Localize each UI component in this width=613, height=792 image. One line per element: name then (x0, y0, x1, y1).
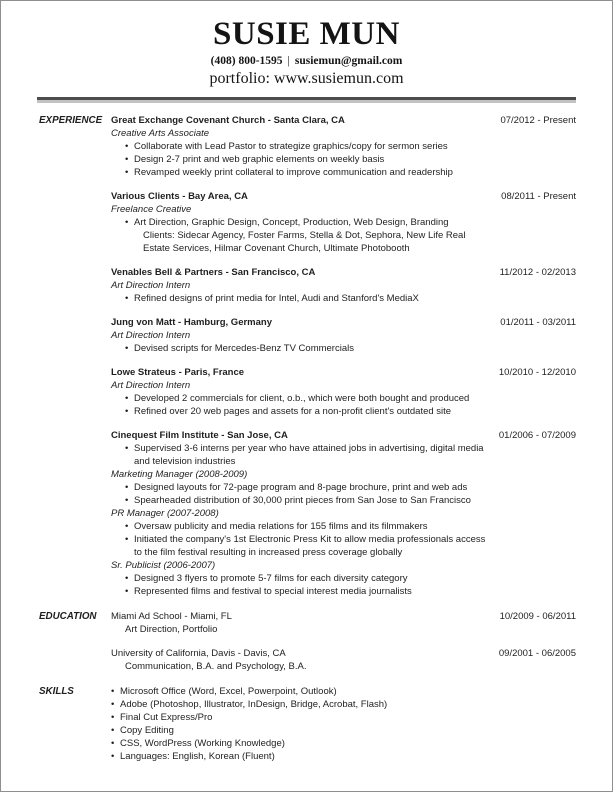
bullet-icon: • (111, 725, 115, 736)
entry-line-bullet (125, 585, 488, 598)
entry-line-bullet (125, 481, 488, 494)
bullet-icon: • (125, 521, 129, 532)
contact-line (1, 54, 612, 68)
bullet-icon: • (111, 751, 115, 762)
entry-line-detail: Communication, B.A. and Psychology, B.A. (125, 661, 307, 672)
bullet-icon: • (125, 443, 129, 454)
entry-main (111, 366, 492, 418)
entry-title: Various Clients - Bay Area, CA (111, 191, 248, 202)
entry-line-bullet (125, 520, 488, 533)
bullet-icon: • (125, 573, 129, 584)
entry-dates: 10/2010 - 12/2010 (498, 367, 576, 378)
bullet-icon: • (125, 393, 129, 404)
resume-entry (111, 647, 576, 673)
bullet-text: Final Cut Express/Pro (120, 712, 213, 723)
bullet-text: Refined over 20 web pages and assets for a non-profit client's outdated site (134, 406, 452, 417)
person-name: SUSIE MUN (213, 16, 400, 52)
entry-line-bullet (125, 153, 488, 166)
bullet-text: Spearheaded distribution of 30,000 print pieces from San Jose to San Francisco (134, 495, 471, 506)
resume-entry (111, 429, 576, 598)
bullet-text: Designed layouts for 72-page program and 8-page brochure, print and web ads (134, 482, 468, 493)
entry-dates: 07/2012 - Present (500, 115, 576, 126)
entry-main (111, 429, 492, 598)
entry-lines (111, 329, 488, 355)
resume-entry (111, 316, 576, 355)
bullet-text: Represented films and festival to special interest media journalists (134, 586, 412, 597)
portfolio-url: www.susiemun.com (273, 70, 404, 87)
entry-line-bullet (111, 750, 572, 763)
entry-line-bullet (125, 392, 488, 405)
entry-main (111, 610, 492, 636)
entry-title: Lowe Strateus - Paris, France (111, 367, 245, 378)
entry-line-bullet (125, 533, 488, 559)
bullet-icon: • (125, 141, 129, 152)
entry-dates: 01/2006 - 07/2009 (498, 430, 576, 441)
entry-main (111, 190, 492, 255)
bullet-icon: • (125, 406, 129, 417)
bullet-text: Collaborate with Lead Pastor to strategize graphics/copy for sermon series (134, 141, 448, 152)
bullet-icon: • (125, 343, 129, 354)
bullet-icon: • (125, 167, 129, 178)
entry-line-bullet (125, 494, 488, 507)
resume-entry (111, 266, 576, 305)
entry-line-role: Art Direction Intern (111, 330, 191, 341)
bullet-text: Supervised 3-6 interns per year who have attained jobs in advertising, digital media and television industries (134, 443, 484, 467)
resume-entry (111, 190, 576, 255)
portfolio-label: portfolio: (209, 70, 270, 87)
entry-line-role: PR Manager (2007-2008) (111, 508, 219, 519)
entry-line-bullet (125, 572, 488, 585)
bullet-text: CSS, WordPress (Working Knowledge) (120, 738, 285, 749)
entry-title: Cinequest Film Institute - San Jose, CA (111, 430, 288, 441)
section-entries (111, 114, 576, 598)
entry-line-role: Marketing Manager (2008-2009) (111, 469, 248, 480)
bullet-text: Developed 2 commercials for client, o.b., which were both bought and produced (134, 393, 470, 404)
bullet-icon: • (125, 293, 129, 304)
entry-line-bullet (125, 216, 488, 229)
portfolio-line (1, 69, 612, 88)
resume-entry (111, 685, 576, 763)
bullet-icon: • (111, 699, 115, 710)
bullet-text: Oversaw publicity and media relations for 155 films and its filmmakers (134, 521, 428, 532)
entry-dates: 10/2009 - 06/2011 (499, 611, 576, 622)
bullet-icon: • (125, 154, 129, 165)
bullet-icon: • (125, 217, 129, 228)
bullet-icon: • (111, 712, 115, 723)
entry-lines (111, 379, 488, 418)
contact-separator: | (287, 55, 290, 67)
entry-line-role: Freelance Creative (111, 204, 192, 215)
entry-line-bullet (125, 342, 488, 355)
section-label-education: EDUCATION (39, 611, 97, 622)
entry-title: Great Exchange Covenant Church - Santa Clara, CA (111, 115, 345, 126)
entry-title: University of California, Davis - Davis, CA (111, 648, 286, 659)
entry-dates: 11/2012 - 02/2013 (499, 267, 576, 278)
entry-lines (111, 685, 572, 763)
resume-section (39, 685, 576, 763)
entry-dates: 09/2001 - 06/2005 (498, 648, 576, 659)
entry-main (111, 316, 492, 355)
entry-title: Jung von Matt - Hamburg, Germany (111, 317, 272, 328)
bullet-text: Devised scripts for Mercedes-Benz TV Commercials (134, 343, 354, 354)
entry-line-continuation: Clients: Sidecar Agency, Foster Farms, Stella & Dot, Sephora, New Life Real Estate Services, Hilmar Covenant Church, Ultimate Photobooth (143, 230, 466, 254)
entry-main (111, 685, 576, 763)
entry-line-bullet (125, 166, 488, 179)
bullet-text: Copy Editing (120, 725, 174, 736)
entry-title: Venables Bell & Partners - San Francisco, CA (111, 267, 316, 278)
email-address: susiemun@gmail.com (294, 55, 403, 67)
resume-section (39, 114, 576, 598)
section-entries (111, 685, 576, 763)
entry-lines (111, 127, 488, 179)
entry-line-bullet (111, 737, 572, 750)
bullet-icon: • (125, 482, 129, 493)
entry-lines (111, 279, 488, 305)
resume-entry (111, 610, 576, 636)
entry-main (111, 114, 492, 179)
bullet-icon: • (111, 686, 115, 697)
entry-line-bullet (111, 685, 572, 698)
entry-line-bullet (111, 711, 572, 724)
entry-title: Miami Ad School - Miami, FL (111, 611, 232, 622)
entry-line-bullet (125, 140, 488, 153)
entry-line-role: Creative Arts Associate (111, 128, 210, 139)
entry-dates: 08/2011 - Present (501, 191, 576, 202)
section-entries (111, 610, 576, 673)
resume-header (1, 1, 612, 88)
entry-line-bullet (125, 405, 488, 418)
entry-line-bullet (125, 292, 488, 305)
phone-number: (408) 800-1595 (210, 55, 283, 67)
bullet-text: Microsoft Office (Word, Excel, Powerpoint, Outlook) (120, 686, 337, 697)
resume-entry (111, 114, 576, 179)
section-label-experience: EXPERIENCE (39, 115, 103, 126)
bullet-icon: • (111, 738, 115, 749)
entry-line-bullet (111, 724, 572, 737)
bullet-text: Initiated the company's 1st Electronic Press Kit to allow media professionals access to the film festival resulting in increased press coverage globally (134, 534, 486, 558)
bullet-icon: • (125, 534, 129, 545)
entry-line-role: Art Direction Intern (111, 380, 191, 391)
entry-lines (111, 623, 488, 636)
bullet-text: Revamped weekly print collateral to improve communication and readership (134, 167, 453, 178)
resume-entry (111, 366, 576, 418)
entry-main (111, 647, 492, 673)
entry-lines (111, 660, 488, 673)
entry-line-bullet (111, 698, 572, 711)
bullet-icon: • (125, 586, 129, 597)
bullet-text: Languages: English, Korean (Fluent) (120, 751, 275, 762)
bullet-text: Designed 3 flyers to promote 5-7 films for each diversity category (134, 573, 408, 584)
entry-dates: 01/2011 - 03/2011 (500, 317, 576, 328)
entry-line-role: Art Direction Intern (111, 280, 191, 291)
entry-main (111, 266, 492, 305)
entry-line-detail: Art Direction, Portfolio (125, 624, 218, 635)
bullet-text: Adobe (Photoshop, Illustrator, InDesign, Bridge, Acrobat, Flash) (120, 699, 388, 710)
entry-line-role: Sr. Publicist (2006-2007) (111, 560, 216, 571)
bullet-text: Design 2-7 print and web graphic elements on weekly basis (134, 154, 385, 165)
entry-line-bullet (125, 442, 488, 468)
section-label-skills: SKILLS (39, 686, 74, 697)
bullet-icon: • (125, 495, 129, 506)
resume-section (39, 610, 576, 673)
entry-lines (111, 442, 488, 598)
bullet-text: Art Direction, Graphic Design, Concept, Production, Web Design, Branding (134, 217, 449, 228)
entry-lines (111, 203, 488, 255)
bullet-text: Refined designs of print media for Intel, Audi and Stanford's MediaX (134, 293, 419, 304)
resume-body (1, 103, 612, 763)
